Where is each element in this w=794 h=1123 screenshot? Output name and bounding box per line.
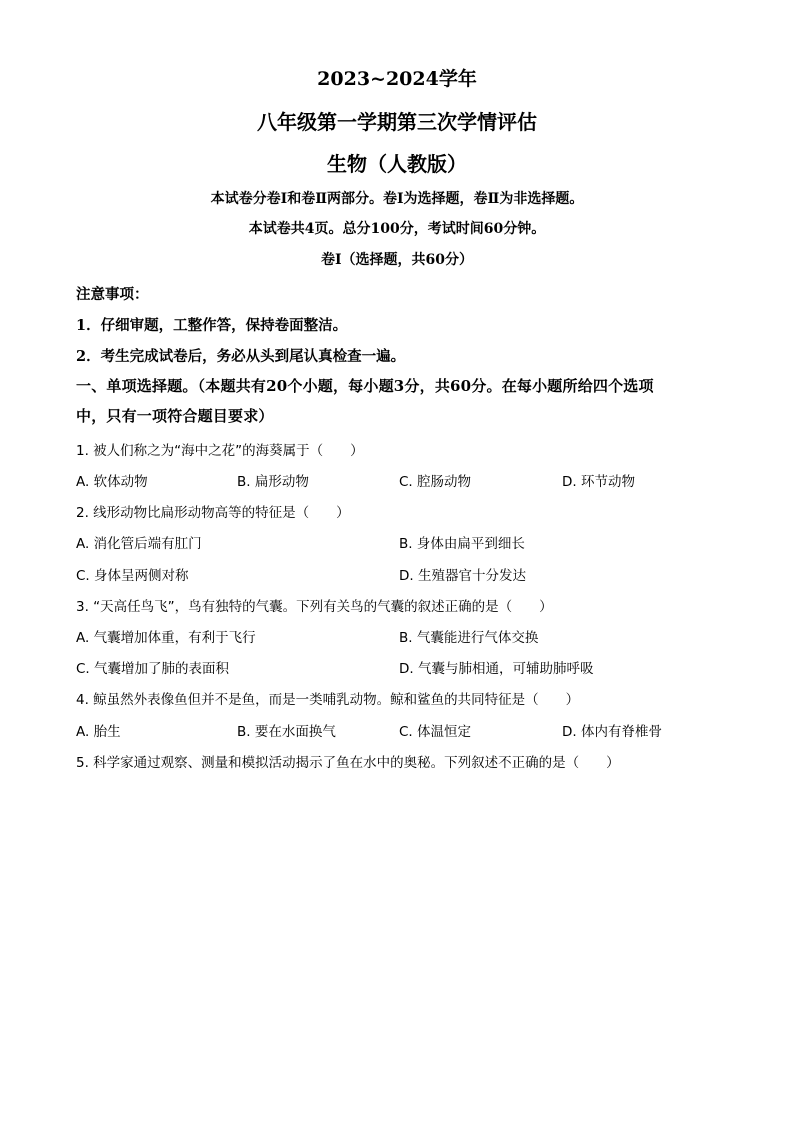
question-4-option-b: B. 要在水面换气 — [237, 724, 336, 740]
question-4-stem: 4. 鲸虽然外表像鱼但并不是鱼，而是一类哺乳动物。鲸和鲨鱼的共同特征是（ ） — [76, 692, 580, 708]
question-5-stem: 5. 科学家通过观察、测量和模拟活动揭示了鱼在水中的奥秘。下列叙述不正确的是（ ） — [76, 755, 620, 771]
note-item-2: 2．考生完成试卷后，务必从头到尾认真检查一遍。 — [76, 348, 406, 365]
exam-title: 八年级第一学期第三次学情评估 — [257, 110, 537, 134]
question-4-option-c: C. 体温恒定 — [399, 724, 472, 740]
question-2-stem: 2. 线形动物比扁形动物高等的特征是（ ） — [76, 505, 350, 521]
question-1-option-d: D. 环节动物 — [562, 474, 635, 490]
subject-title: 生物（人教版） — [327, 152, 467, 176]
question-3-option-b: B. 气囊能进行气体交换 — [399, 630, 539, 646]
question-2-option-a: A. 消化管后端有肛门 — [76, 536, 202, 552]
section-instruction-line-2: 中，只有一项符合题目要求） — [76, 407, 274, 425]
question-4-option-d: D. 体内有脊椎骨 — [562, 724, 662, 740]
question-2-option-d: D. 生殖器官十分发达 — [399, 568, 526, 584]
part-one-title: 卷Ⅰ（选择题，共60分） — [320, 252, 474, 268]
question-4-option-a: A. 胎生 — [76, 724, 121, 740]
question-2-option-b: B. 身体由扁平到细长 — [399, 536, 525, 552]
question-1-option-a: A. 软体动物 — [76, 474, 148, 490]
school-year: 2023~2024学年 — [317, 68, 477, 90]
question-1-option-b: B. 扁形动物 — [237, 474, 309, 490]
question-2-option-c: C. 身体呈两侧对称 — [76, 568, 189, 584]
exam-info-score-time: 本试卷共4页。总分100分，考试时间60分钟。 — [248, 221, 546, 237]
question-3-option-c: C. 气囊增加了肺的表面积 — [76, 661, 230, 677]
question-3-option-a: A. 气囊增加体重，有利于飞行 — [76, 630, 256, 646]
question-3-option-d: D. 气囊与肺相通，可辅助肺呼吸 — [399, 661, 594, 677]
note-item-1: 1．仔细审题，工整作答，保持卷面整洁。 — [76, 317, 348, 334]
section-instruction-line-1: 一、单项选择题。（本题共有20个小题，每小题3分，共60分。在每小题所给四个选项 — [76, 377, 654, 395]
question-3-stem: 3. “天高任鸟飞”，鸟有独特的气囊。下列有关鸟的气囊的叙述正确的是（ ） — [76, 599, 553, 615]
exam-info-structure: 本试卷分卷Ⅰ和卷Ⅱ两部分。卷Ⅰ为选择题，卷Ⅱ为非选择题。 — [210, 191, 584, 207]
notes-heading: 注意事项： — [76, 286, 149, 303]
question-1-stem: 1. 被人们称之为“海中之花”的海葵属于（ ） — [76, 443, 364, 459]
question-1-option-c: C. 腔肠动物 — [399, 474, 472, 490]
